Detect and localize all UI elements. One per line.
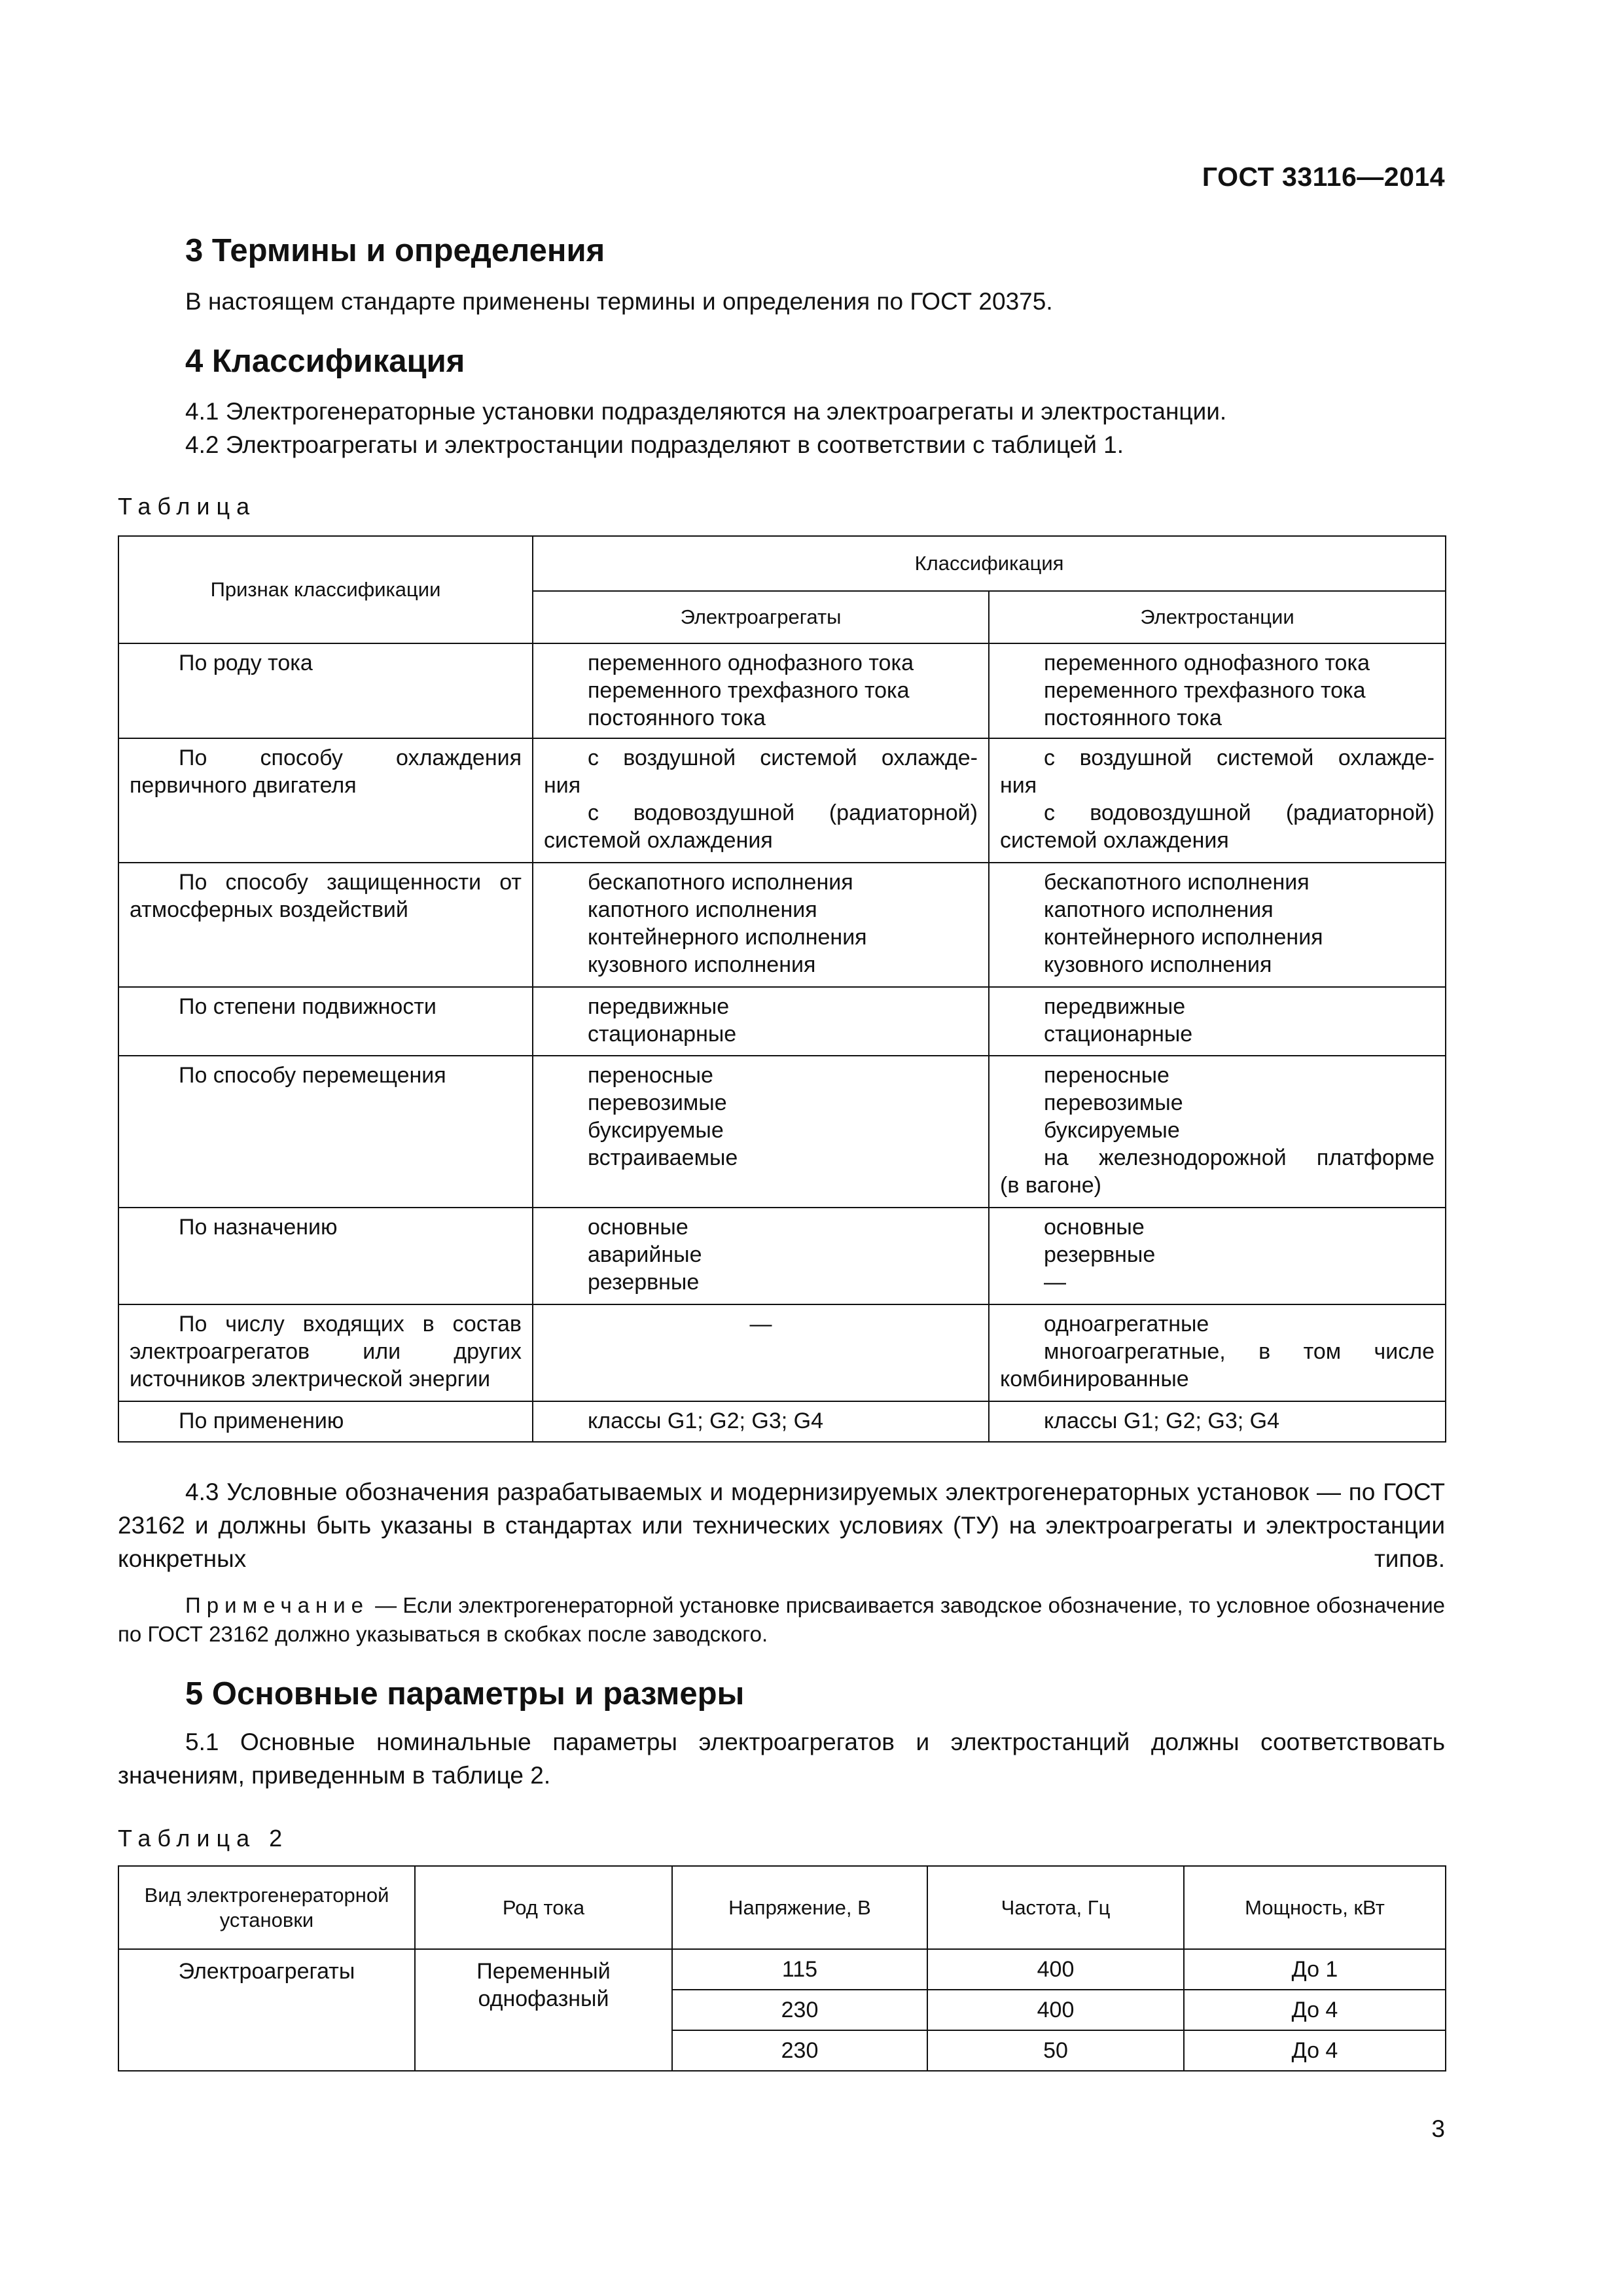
header-electro-units: Электроагрегаты <box>533 591 989 643</box>
table-row <box>118 1949 1446 1990</box>
classification-table <box>118 535 1446 1443</box>
cell-line: одноагрегатные <box>1044 1312 1209 1336</box>
cell-line: с водовоздушной (радиаторной) <box>1044 800 1435 825</box>
power-cell: До 4 <box>1184 2030 1446 2071</box>
current-type-text: Переменный однофазный <box>476 1959 611 2011</box>
paragraph-4-3-text: 4.3 Условные обозначения разрабатываемых и модернизируемых электрогенераторных установок — по ГОСТ 23162 и должны быть указаны в стандартах или технических условиях (ТУ) на электроагрегаты и электростанции конкретных типов. <box>118 1479 1445 1572</box>
cell-line: буксируемые <box>588 1118 724 1143</box>
cell-line: с воздушной системой охлажде- <box>588 745 978 770</box>
header-frequency: Частота, Гц <box>927 1866 1184 1949</box>
cell-line: с воздушной системой охлажде- <box>1044 745 1435 770</box>
cell-line: основные <box>1044 1215 1145 1240</box>
cell-line: кузовного исполнения <box>1044 952 1272 977</box>
cell-line: передвижные <box>1044 994 1186 1019</box>
table-row <box>118 1056 1446 1208</box>
cell-line: основные <box>588 1215 688 1240</box>
header-classification: Классификация <box>533 536 1446 591</box>
table-row <box>118 738 1446 863</box>
cell-line: переменного однофазного тока <box>588 651 914 675</box>
cell-line: ния <box>544 773 581 798</box>
frequency-cell: 50 <box>927 2030 1184 2071</box>
cell-line: аварийные <box>588 1242 702 1267</box>
section-5-title: 5 Основные параметры и размеры <box>185 1676 745 1712</box>
frequency-cell: 400 <box>927 1990 1184 2030</box>
cell-line: передвижные <box>588 994 730 1019</box>
cell-line: — <box>749 1312 772 1336</box>
document-code: ГОСТ 33116—2014 <box>1202 162 1445 192</box>
cell-line: системой охлаждения <box>1000 828 1229 853</box>
note-label: Примечание <box>185 1593 370 1617</box>
paragraph-4-1: 4.1 Электрогенераторные установки подразделяются на электроагрегаты и электростанции. <box>185 398 1227 425</box>
note-text: — Если электрогенераторной установке присваивается заводское обозначение, то условное обозначение по ГОСТ 23162 должно указываться в скобках после заводского. <box>118 1593 1445 1646</box>
cell-line: переменного трехфазного тока <box>1044 678 1366 703</box>
table-2-caption: Таблица 2 <box>118 1825 289 1852</box>
cell-line: — <box>1044 1270 1066 1295</box>
cell-line: ния <box>1000 773 1037 798</box>
row-criterion: По способу защищенности от атмосферных воздействий <box>130 870 522 922</box>
page-number: 3 <box>1431 2115 1445 2142</box>
cell-line: кузовного исполнения <box>588 952 816 977</box>
cell-line: бескапотного исполнения <box>588 870 853 895</box>
cell-line: (в вагоне) <box>1000 1173 1101 1198</box>
cell-line: стационарные <box>1044 1022 1193 1047</box>
voltage-cell: 230 <box>672 1990 927 2030</box>
cell-line: классы G1; G2; G3; G4 <box>1044 1408 1279 1433</box>
cell-line: переменного однофазного тока <box>1044 651 1370 675</box>
header-criterion: Признак классификации <box>118 536 533 643</box>
voltage-cell: 230 <box>672 2030 927 2071</box>
section-4-title: 4 Классификация <box>185 344 465 379</box>
row-criterion: По способу перемещения <box>179 1063 446 1088</box>
cell-line: системой охлаждения <box>544 828 773 853</box>
section-3-title: 3 Термины и определения <box>185 233 605 268</box>
paragraph-4-2: 4.2 Электроагрегаты и электростанции подразделяют в соответствии с таблицей 1. <box>185 431 1124 458</box>
cell-line: капотного исполнения <box>1044 897 1274 922</box>
table-row <box>118 1304 1446 1401</box>
cell-line: резервные <box>588 1270 700 1295</box>
row-criterion: По назначению <box>179 1215 338 1240</box>
header-power-stations: Электростанции <box>989 591 1446 643</box>
table-row <box>118 1208 1446 1304</box>
table-row <box>118 987 1446 1056</box>
row-criterion: По степени подвижности <box>179 994 437 1019</box>
cell-line: контейнерного исполнения <box>1044 925 1323 950</box>
note <box>118 1591 1445 1649</box>
cell-line: многоагрегатные, в том числе <box>1044 1339 1435 1364</box>
unit-type-cell: Электроагрегаты <box>118 1949 415 2071</box>
cell-line: буксируемые <box>1044 1118 1180 1143</box>
cell-line: комбинированные <box>1000 1367 1189 1391</box>
cell-line: переносные <box>588 1063 713 1088</box>
cell-line: стационарные <box>588 1022 737 1047</box>
cell-line: на железнодорожной платформе <box>1044 1145 1435 1170</box>
power-cell: До 1 <box>1184 1949 1446 1990</box>
header-power: Мощность, кВт <box>1184 1866 1446 1949</box>
section-3-text: В настоящем стандарте применены термины и определения по ГОСТ 20375. <box>185 288 1053 315</box>
table-row <box>118 1401 1446 1442</box>
cell-line: переносные <box>1044 1063 1169 1088</box>
cell-line: перевозимые <box>1044 1090 1183 1115</box>
cell-line: резервные <box>1044 1242 1156 1267</box>
cell-line: перевозимые <box>588 1090 727 1115</box>
row-criterion: По применению <box>179 1408 344 1433</box>
cell-line: встраиваемые <box>588 1145 738 1170</box>
cell-line: с водовоздушной (радиаторной) <box>588 800 978 825</box>
row-criterion: По роду тока <box>179 651 313 675</box>
power-cell: До 4 <box>1184 1990 1446 2030</box>
cell-line: постоянного тока <box>588 706 766 730</box>
paragraph-4-3 <box>118 1475 1445 1575</box>
voltage-cell: 115 <box>672 1949 927 1990</box>
cell-line: бескапотного исполнения <box>1044 870 1310 895</box>
header-current-type: Род тока <box>415 1866 672 1949</box>
parameters-table <box>118 1865 1446 2072</box>
paragraph-5-1: 5.1 Основные номинальные параметры электроагрегатов и электростанций должны соответствовать значениям, приведенным в таблице 2. <box>118 1729 1445 1789</box>
cell-line: классы G1; G2; G3; G4 <box>588 1408 823 1433</box>
header-voltage: Напряжение, В <box>672 1866 927 1949</box>
frequency-cell: 400 <box>927 1949 1184 1990</box>
row-criterion: По способу охлаждения первичного двигателя <box>130 745 522 798</box>
cell-line: капотного исполнения <box>588 897 817 922</box>
current-type-cell <box>415 1949 672 2071</box>
cell-line: переменного трехфазного тока <box>588 678 910 703</box>
table-1-caption: Таблица <box>118 493 257 520</box>
header-unit-type: Вид электрогенераторной установки <box>118 1866 415 1949</box>
table-row <box>118 643 1446 738</box>
cell-line: постоянного тока <box>1044 706 1222 730</box>
row-criterion: По числу входящих в состав электроагрегатов или других источников электрической энергии <box>130 1312 522 1391</box>
cell-line: контейнерного исполнения <box>588 925 867 950</box>
table-row <box>118 863 1446 987</box>
